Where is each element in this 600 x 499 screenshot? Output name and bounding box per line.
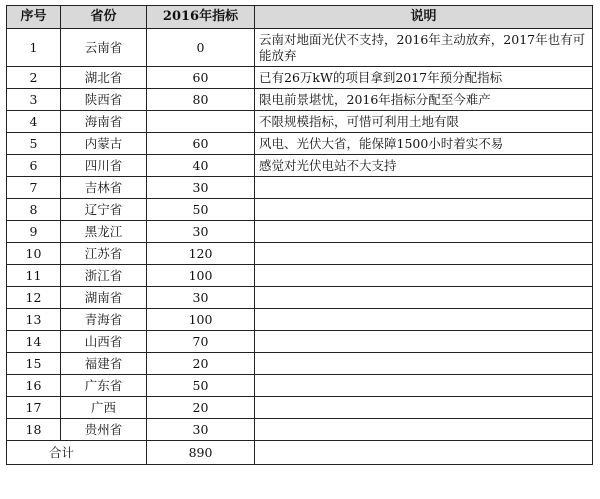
table-row (7, 177, 593, 199)
row-note (255, 353, 593, 375)
total-row (7, 441, 593, 465)
row-note (255, 331, 593, 353)
total-label: 合计 (7, 441, 147, 465)
row-province: 吉林省 (61, 177, 147, 199)
row-no: 7 (7, 177, 61, 199)
row-note (255, 265, 593, 287)
row-target: 60 (147, 67, 255, 89)
row-no: 5 (7, 133, 61, 155)
table-row (7, 111, 593, 133)
row-province: 四川省 (61, 155, 147, 177)
row-target: 0 (147, 29, 255, 67)
row-no: 1 (7, 29, 61, 67)
row-target: 40 (147, 155, 255, 177)
table-row (7, 309, 593, 331)
row-no: 9 (7, 221, 61, 243)
row-note: 已有26万kW的项目拿到2017年预分配指标 (255, 67, 593, 89)
row-no: 8 (7, 199, 61, 221)
row-no: 6 (7, 155, 61, 177)
row-target: 80 (147, 89, 255, 111)
header-row (7, 6, 593, 29)
row-province: 湖南省 (61, 287, 147, 309)
row-province: 广东省 (61, 375, 147, 397)
table-row (7, 29, 593, 67)
row-province: 陕西省 (61, 89, 147, 111)
row-note: 感觉对光伏电站不大支持 (255, 155, 593, 177)
header-province: 省份 (61, 6, 147, 29)
row-target: 30 (147, 177, 255, 199)
row-note (255, 397, 593, 419)
row-target: 30 (147, 419, 255, 441)
row-province: 山西省 (61, 331, 147, 353)
header-no: 序号 (7, 6, 61, 29)
row-no: 17 (7, 397, 61, 419)
table-row (7, 89, 593, 111)
row-province: 广西 (61, 397, 147, 419)
row-province: 江苏省 (61, 243, 147, 265)
table-row (7, 243, 593, 265)
table-row (7, 155, 593, 177)
row-target: 50 (147, 375, 255, 397)
row-province: 黑龙江 (61, 221, 147, 243)
row-province: 浙江省 (61, 265, 147, 287)
row-target: 30 (147, 221, 255, 243)
row-target: 20 (147, 397, 255, 419)
row-target: 60 (147, 133, 255, 155)
row-no: 12 (7, 287, 61, 309)
row-note (255, 287, 593, 309)
row-no: 13 (7, 309, 61, 331)
row-no: 14 (7, 331, 61, 353)
table-row (7, 221, 593, 243)
row-no: 16 (7, 375, 61, 397)
table-row (7, 353, 593, 375)
table-row (7, 265, 593, 287)
row-province: 福建省 (61, 353, 147, 375)
row-note (255, 419, 593, 441)
table-row (7, 287, 593, 309)
row-note: 限电前景堪忧，2016年指标分配至今难产 (255, 89, 593, 111)
row-province: 辽宁省 (61, 199, 147, 221)
row-target (147, 111, 255, 133)
row-target: 50 (147, 199, 255, 221)
table-row (7, 397, 593, 419)
table-row (7, 199, 593, 221)
row-target: 120 (147, 243, 255, 265)
row-no: 2 (7, 67, 61, 89)
row-no: 11 (7, 265, 61, 287)
row-note (255, 243, 593, 265)
row-note (255, 199, 593, 221)
table-row (7, 67, 593, 89)
header-target: 2016年指标 (147, 6, 255, 29)
row-no: 4 (7, 111, 61, 133)
row-province: 贵州省 (61, 419, 147, 441)
row-note (255, 221, 593, 243)
row-target: 100 (147, 265, 255, 287)
row-province: 云南省 (61, 29, 147, 67)
row-province: 湖北省 (61, 67, 147, 89)
row-target: 20 (147, 353, 255, 375)
row-province: 内蒙古 (61, 133, 147, 155)
table-row (7, 375, 593, 397)
row-target: 70 (147, 331, 255, 353)
row-no: 18 (7, 419, 61, 441)
row-target: 30 (147, 287, 255, 309)
row-note: 云南对地面光伏不支持，2016年主动放弃，2017年也有可能放弃 (255, 29, 593, 67)
row-note (255, 375, 593, 397)
row-note: 风电、光伏大省，能保障1500小时着实不易 (255, 133, 593, 155)
table-row (7, 133, 593, 155)
total-note (255, 441, 593, 465)
row-note: 不限规模指标，可惜可利用土地有限 (255, 111, 593, 133)
row-no: 15 (7, 353, 61, 375)
row-province: 海南省 (61, 111, 147, 133)
row-note (255, 177, 593, 199)
total-target: 890 (147, 441, 255, 465)
header-note: 说明 (255, 6, 593, 29)
row-target: 100 (147, 309, 255, 331)
row-note (255, 309, 593, 331)
row-no: 10 (7, 243, 61, 265)
row-no: 3 (7, 89, 61, 111)
row-province: 青海省 (61, 309, 147, 331)
table-row (7, 331, 593, 353)
table-row (7, 419, 593, 441)
province-target-table (6, 5, 593, 465)
